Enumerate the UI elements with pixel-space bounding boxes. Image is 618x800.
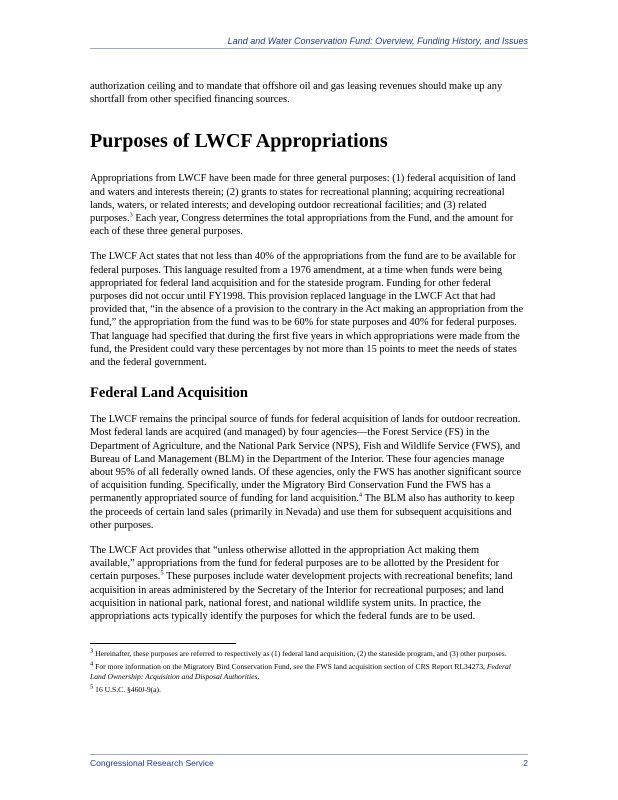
footnote-3 [90,649,524,659]
paragraph-federal-acquisition-text: The LWCF remains the principal source of funds for federal acquisition of lands for outdoor recreation. Most federal lands are acquired (and managed) by four agencies—the Forest Service (FS) in the Department of Agriculture, and the National Park Service (NPS), Fish and Wildlife Service (FWS), and Bureau of Land Management (BLM) in the Department of the Interior. These four agencies manage about 95% of all federally owned lands. Of these agencies, only the FWS has another significant source of acquisition funding. Specifically, under the Migratory Bird Conservation Fund the FWS has a permanently appropriated source of funding for land acquisition. [90,414,522,505]
footnote-5-number: 5 [90,683,94,691]
footnote-4-end: . [257,672,260,681]
carryover-paragraph: authorization ceiling and to mandate that offshore oil and gas leasing revenues should make up any shortfall from other specified financing sources. [90,81,503,106]
running-header-title: Land and Water Conservation Fund: Overview, Funding History, and Issues [227,36,528,46]
footnote-divider [90,643,236,644]
footnote-ref-3[interactable]: 3 [129,211,133,219]
running-footer [90,754,528,768]
paragraph-allotment-text: The LWCF Act provides that “unless otherwise allotted in the appropriation Act making them available,” appropriations from the fund for federal purposes are to be allotted by the President for certain purposes. [90,545,500,583]
footnote-4-text: For more information on the Migratory Bird Conservation Fund, see the FWS land acquisition section of CRS Report RL34273, [93,662,487,671]
footnote-3-text: Hereinafter, these purposes are referred to respectively as (1) federal land acquisition, (2) the stateside program, and (3) other purposes. [93,649,507,658]
paragraph-allotment-text-after: These purposes include water development projects with recreational benefits; land acquisition in areas administered by the Secretary of the Interior for recreational purposes; and land acquisition in national park, national forest, and national wildlife system units. In practice, the appropriations acts typically identify the purposes for which the federal funds are to be used. [90,571,513,623]
footnote-5-italic: l [142,685,145,694]
footnote-3-number: 3 [90,647,94,655]
paragraph-allotment [90,544,524,623]
footnote-5-text-after: -9(a). [144,685,161,694]
subsection-heading: Federal Land Acquisition [90,385,248,402]
page-body [90,80,524,635]
paragraph-forty-percent: The LWCF Act states that not less than 40% of the appropriations from the fund are to be available for federal purposes. This language resulted from a 1976 amendment, at a time when funds were being appropriated for federal land acquisition and for the stateside program. Funding for other federal purposes did not occur until FY1998. This provision replaced language in the LWCF Act that had provided that, “in the absence of a provision to the contrary in the Act making an appropriation from the fund,” the appropriation from the fund was to be 60% for state purposes and 40% for federal purposes. That language had specified that during the first five years in which appropriations were made from the fund, the President could vary these percentages by not more than 15 points to meet the needs of states and the federal government. [90,251,524,369]
footnote-4-number: 4 [90,660,94,668]
paragraph-purposes-text-after: Each year, Congress determines the total appropriations from the Fund, and the amount for each of these three general purposes. [90,213,514,238]
paragraph-federal-acquisition [90,413,524,532]
footnotes [90,643,524,698]
paragraph-federal-acquisition-text-after: The BLM also has authority to keep the proceeds of certain land sales (primarily in Nevada) and use them for subsequent acquisitions and other purposes. [90,493,515,531]
footnote-4-report-title: Federal Land Ownership: Acquisition and Disposal Authorities [90,662,511,681]
paragraph-purposes [90,172,524,238]
footnote-5 [90,685,524,695]
footnote-5-text-before: 16 U.S.C. §460 [93,685,143,694]
footnote-4 [90,662,524,682]
footnote-ref-4[interactable]: 4 [358,492,363,499]
section-heading: Purposes of LWCF Appropriations [90,130,388,153]
page-number: 2 [523,758,528,768]
footer-publisher: Congressional Research Service [90,758,214,768]
footnote-ref-5[interactable]: 5 [160,570,164,578]
paragraph-purposes-text: Appropriations from LWCF have been made for three general purposes: (1) federal acquisition of land and waters and interests therein; (2) grants to states for recreational planning; acquiring recreational lands, waters, or related interests; and developing outdoor recreational facilities; and (3) related purposes. [90,173,516,225]
running-header [90,36,528,49]
